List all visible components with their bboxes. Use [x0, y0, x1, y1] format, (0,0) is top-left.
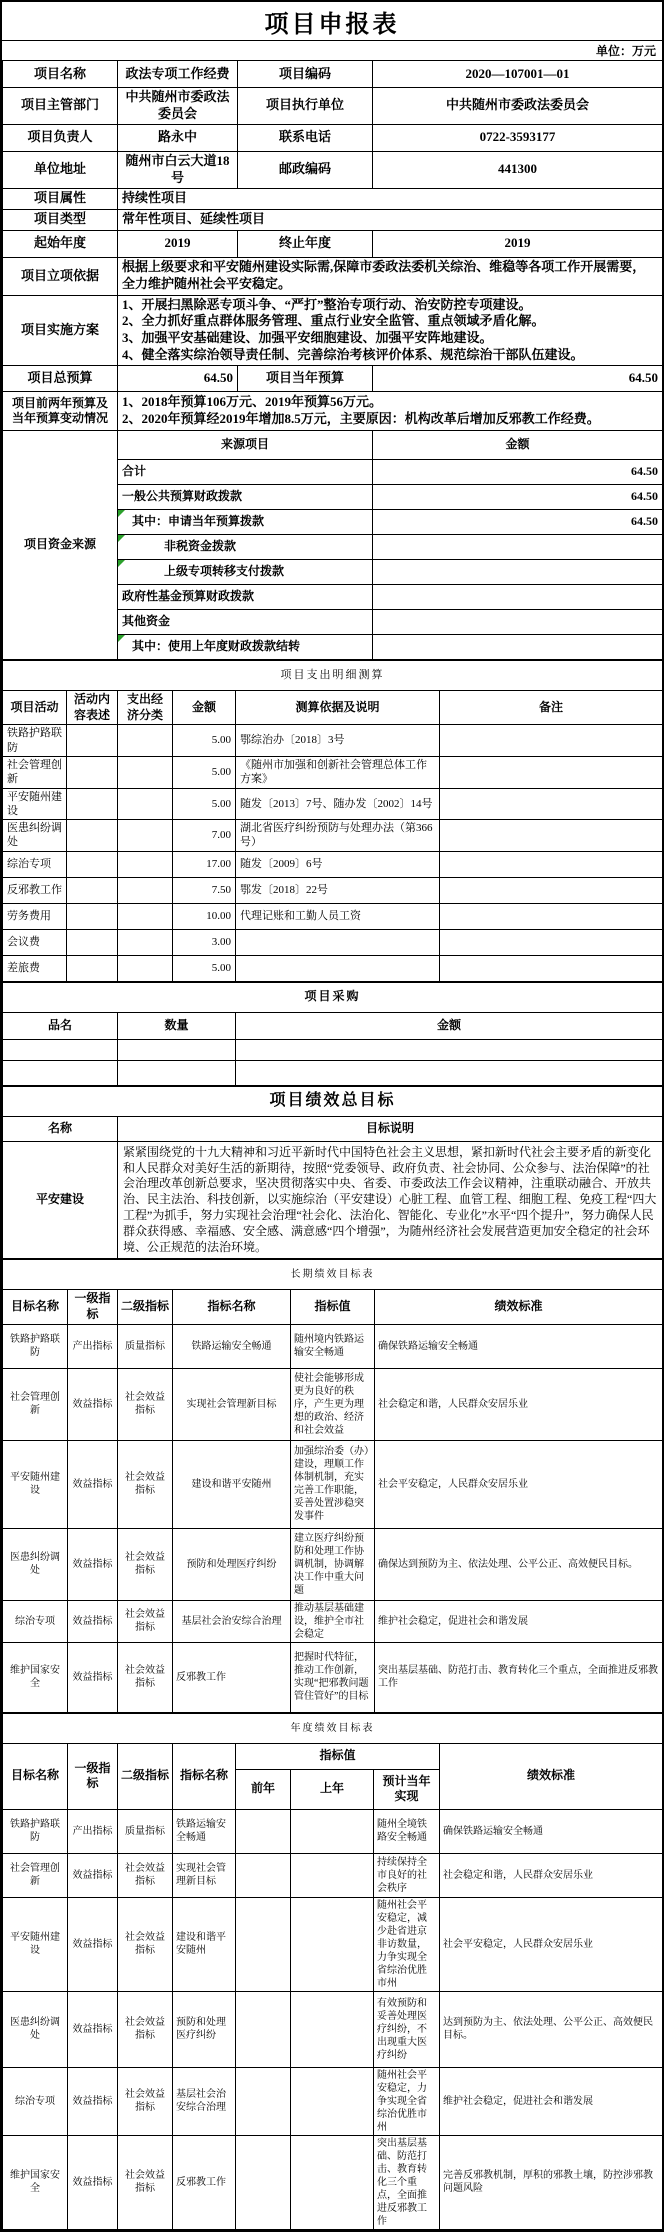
col-header: 备注	[440, 691, 663, 725]
cell	[291, 1991, 374, 2067]
section-title: 长期绩效目标表	[3, 1259, 663, 1290]
section-title: 项目绩效总目标	[3, 1086, 663, 1117]
cell: 平安随州建设	[3, 1440, 68, 1528]
plan-line: 4、健全落实综治领导责任制、完善综治考核评价体系、规范综治干部队伍建设。	[122, 347, 584, 363]
cell: 效益指标	[68, 2135, 118, 2229]
cell	[440, 877, 663, 903]
cell: 维护社会稳定，促进社会和谐发展	[375, 1600, 663, 1642]
excel-marker-icon	[118, 560, 125, 567]
cell: 劳务费用	[3, 903, 67, 929]
plan-line: 3、加强平安基础建设、加强平安细胞建设、加强平安阵地建设。	[122, 330, 493, 346]
cell: 达到预防为主、依法处理、公平公正、高效便民目标。	[440, 1991, 663, 2067]
cell	[440, 788, 663, 820]
field-label: 单位地址	[3, 151, 118, 188]
cell: 医患纠纷调处	[3, 820, 67, 852]
cell: 效益指标	[68, 1991, 118, 2067]
table-row	[3, 756, 663, 788]
table-row	[3, 660, 663, 691]
cell: 社会平安稳定，人民群众安居乐业	[440, 1897, 663, 1991]
section-title: 项目采购	[3, 982, 663, 1013]
col-header: 上年	[291, 1769, 374, 1809]
cell	[118, 725, 173, 757]
field-label: 终止年度	[238, 230, 373, 257]
table-row	[3, 2067, 663, 2135]
funding-item: 其他资金	[118, 610, 373, 635]
col-header: 指标名称	[173, 1743, 236, 1809]
funding-source-table	[2, 430, 663, 660]
procurement-table	[2, 981, 663, 1086]
cell	[67, 820, 118, 852]
col-header: 绩效标准	[375, 1290, 663, 1324]
cell: 推动基层基础建设，维护全市社会稳定	[291, 1600, 375, 1642]
cell: 社会管理创新	[3, 756, 67, 788]
cell: 效益指标	[68, 1600, 118, 1642]
field-label: 项目当年预算	[238, 366, 373, 392]
cell: 实现社会管理新目标	[173, 1853, 236, 1897]
cell: 产出指标	[68, 1809, 118, 1853]
field-value: 0722-3593177	[373, 124, 663, 151]
cell: 平安随州建设	[3, 1897, 68, 1991]
cell	[236, 2135, 291, 2229]
field-value: 中共随州市委政法委员会	[118, 88, 238, 125]
field-value	[118, 295, 663, 366]
table-row	[3, 877, 663, 903]
col-header: 数量	[118, 1012, 236, 1039]
cell	[291, 1897, 374, 1991]
cell: 社会效益指标	[118, 1600, 173, 1642]
table-row	[3, 1809, 663, 1853]
funding-item: 其中：申请当年预算拨款	[118, 510, 373, 535]
cell: 鄂发〔2018〕22号	[236, 877, 440, 903]
field-label: 项目属性	[3, 188, 118, 209]
cell: 实现社会管理新目标	[173, 1368, 291, 1440]
cell	[118, 903, 173, 929]
cell	[236, 1809, 291, 1853]
cell	[291, 1853, 374, 1897]
section-title: 年度绩效目标表	[3, 1713, 663, 1744]
field-value: 常年性项目、延续性项目	[118, 209, 663, 230]
field-value: 路永中	[118, 124, 238, 151]
field-label: 项目编码	[238, 61, 373, 88]
basic-info-table	[2, 60, 663, 431]
col-header: 项目活动	[3, 691, 67, 725]
cell	[440, 725, 663, 757]
amount-cell	[373, 560, 663, 585]
field-value: 持续性项目	[118, 188, 663, 209]
table-row	[3, 295, 663, 366]
col-header: 目标说明	[118, 1116, 663, 1141]
cell: 确保达到预防为主、依法处理、公平公正、高效便民目标。	[375, 1528, 663, 1600]
prior-line: 1、2018年预算106万元、2019年预算56万元。	[122, 394, 383, 410]
table-row	[3, 955, 663, 981]
table-row	[3, 230, 663, 257]
table-row	[3, 1012, 663, 1039]
table-row	[3, 1743, 663, 1769]
table-row	[3, 1897, 663, 1991]
col-header: 来源项目	[118, 431, 373, 460]
amount-cell: 17.00	[173, 851, 236, 877]
cell: 维护国家安全	[3, 2135, 68, 2229]
cell: 效益指标	[68, 1528, 118, 1600]
cell	[236, 1039, 663, 1060]
field-label: 项目立项依据	[3, 257, 118, 295]
funding-item: 一般公共预算财政拨款	[118, 485, 373, 510]
funding-item: 非税资金拨款	[118, 535, 373, 560]
cell: 建立医疗纠纷预防和处理工作协调机制，协调解决工作中重大问题	[291, 1528, 375, 1600]
field-label: 项目总预算	[3, 366, 118, 392]
cell: 社会效益指标	[118, 1991, 173, 2067]
cell: 质量指标	[118, 1324, 173, 1368]
col-header: 前年	[236, 1769, 291, 1809]
cell: 铁路运输安全畅通	[173, 1324, 291, 1368]
cell: 鄂综治办〔2018〕3号	[236, 725, 440, 757]
cell: 社会效益指标	[118, 1440, 173, 1528]
cell: 有效预防和妥善处理医疗纠纷，不出现重大医疗纠纷	[374, 1991, 440, 2067]
cell: 效益指标	[68, 1440, 118, 1528]
cell: 铁路护路联防	[3, 1809, 68, 1853]
table-row	[3, 1259, 663, 1290]
col-header: 品名	[3, 1012, 118, 1039]
cell: 《随州市加强和创新社会管理总体工作方案》	[236, 756, 440, 788]
cell: 质量指标	[118, 1809, 173, 1853]
field-value: 2019	[373, 230, 663, 257]
cell: 突出基层基础、防范打击、教育转化三个重点，全面推进反邪教工作	[374, 2135, 440, 2229]
cell	[236, 1897, 291, 1991]
cell: 铁路护路联防	[3, 1324, 68, 1368]
cell	[67, 756, 118, 788]
col-header: 指标值	[236, 1743, 440, 1769]
col-header: 金额	[236, 1012, 663, 1039]
table-row	[3, 88, 663, 125]
col-header: 金额	[173, 691, 236, 725]
cell: 社会效益指标	[118, 2135, 173, 2229]
amount-cell: 64.50	[373, 510, 663, 535]
table-row	[3, 1528, 663, 1600]
cell: 随州社会平安稳定，力争实现全省综治优胜市州	[374, 2067, 440, 2135]
table-row	[3, 151, 663, 188]
cell	[236, 2067, 291, 2135]
cell	[440, 851, 663, 877]
cell: 社会稳定和谐，人民群众安居乐业	[375, 1368, 663, 1440]
funding-item: 合计	[118, 460, 373, 485]
cell: 建设和谐平安随州	[173, 1440, 291, 1528]
field-label: 邮政编码	[238, 151, 373, 188]
table-row	[3, 929, 663, 955]
longterm-goal-table	[2, 1258, 663, 1712]
cell: 社会效益指标	[118, 1642, 173, 1712]
amount-cell: 64.50	[373, 485, 663, 510]
cell	[236, 929, 440, 955]
cell: 确保铁路运输安全畅通	[440, 1809, 663, 1853]
cell	[118, 955, 173, 981]
cell	[440, 756, 663, 788]
field-value: 政法专项工作经费	[118, 61, 238, 88]
field-value: 2019	[118, 230, 238, 257]
cell: 综治专项	[3, 851, 67, 877]
cell: 基层社会治安综合治理	[173, 2067, 236, 2135]
amount-cell	[373, 585, 663, 610]
cell: 差旅费	[3, 955, 67, 981]
field-label: 项目实施方案	[3, 295, 118, 366]
table-row	[3, 691, 663, 725]
cell	[67, 929, 118, 955]
col-header: 一级指标	[68, 1290, 118, 1324]
cell	[118, 820, 173, 852]
cell: 效益指标	[68, 1853, 118, 1897]
funding-item: 政府性基金预算财政拨款	[118, 585, 373, 610]
cell	[118, 877, 173, 903]
cell	[291, 1809, 374, 1853]
col-header: 指标值	[291, 1290, 375, 1324]
prior-line: 2、2020年预算经2019年增加8.5万元，主要原因：机构改革后增加反邪教工作经费。	[122, 411, 600, 427]
cell: 社会管理创新	[3, 1368, 68, 1440]
amount-cell: 5.00	[173, 955, 236, 981]
table-row	[3, 1324, 663, 1368]
cell: 随州全境铁路安全畅通	[374, 1809, 440, 1853]
cell	[236, 1060, 663, 1085]
amount-cell	[373, 610, 663, 635]
cell: 确保铁路运输安全畅通	[375, 1324, 663, 1368]
cell	[118, 1039, 236, 1060]
table-row	[3, 788, 663, 820]
funding-item: 上级专项转移支付拨款	[118, 560, 373, 585]
amount-cell: 3.00	[173, 929, 236, 955]
cell: 维护国家安全	[3, 1642, 68, 1712]
field-label: 项目负责人	[3, 124, 118, 151]
col-header: 活动内容表述	[67, 691, 118, 725]
cell: 突出基层基础、防范打击、教育转化三个重点，全面推进反邪教工作	[375, 1642, 663, 1712]
cell: 医患纠纷调处	[3, 1528, 68, 1600]
plan-line: 1、开展扫黑除恶专项斗争、“严打”整治专项行动、治安防控专项建设。	[122, 296, 532, 312]
field-label: 联系电话	[238, 124, 373, 151]
cell	[440, 955, 663, 981]
cell: 社会平安稳定，人民群众安居乐业	[375, 1440, 663, 1528]
col-header: 目标名称	[3, 1743, 68, 1809]
cell: 基层社会治安综合治理	[173, 1600, 291, 1642]
table-row	[3, 1116, 663, 1141]
field-value: 随州市白云大道18号	[118, 151, 238, 188]
cell: 湖北省医疗纠纷预防与处理办法（第366号）	[236, 820, 440, 852]
amount-cell: 7.00	[173, 820, 236, 852]
field-label: 起始年度	[3, 230, 118, 257]
cell: 随发〔2013〕7号、随办发〔2002〕14号	[236, 788, 440, 820]
cell: 社会效益指标	[118, 1528, 173, 1600]
goal-description: 紧紧围绕党的十九大精神和习近平新时代中国特色社会主义思想，紧扣新时代社会主要矛盾的新变化和人民群众对美好生活的新期待，按照“党委领导、政府负责、社会协同、公众参与、法治保障”的社会治理改革创新总要求，坚决贯彻落实中央、省委、市委政法工作会议精神，注重联动融合、开放共治、民主法治、科技创新，以实施综治（平安建设）心脏工程、血管工程、细胞工程、免疫工程“四大工程”为抓手，努力实现社会治理“社会化、法治化、智能化、专业化”水平“四个提升”，努力确保人民群众获得感、幸福感、安全感、满意感“四个增强”，为随州经济社会发展营造更加安全稳定的社会环境、公正规范的法治环境。	[118, 1141, 663, 1259]
table-row	[3, 124, 663, 151]
col-header: 一级指标	[68, 1743, 118, 1809]
cell	[67, 877, 118, 903]
amount-cell: 5.00	[173, 756, 236, 788]
table-row	[3, 1642, 663, 1712]
field-label: 项目类型	[3, 209, 118, 230]
table-row	[3, 1713, 663, 1744]
cell: 效益指标	[68, 1642, 118, 1712]
cell	[291, 2135, 374, 2229]
field-value: 中共随州市委政法委员会	[373, 88, 663, 125]
excel-marker-icon	[118, 635, 125, 642]
cell: 随州社会平安稳定，减少赴省进京非访数量，力争实现全省综治优胜市州	[374, 1897, 440, 1991]
plan-line: 2、全力抓好重点群体服务管理、重点行业安全监管、重点领域矛盾化解。	[122, 313, 545, 329]
cell: 使社会能够形成更为良好的秩序，产生更为理想的政治、经济和社会效益	[291, 1368, 375, 1440]
table-row	[3, 209, 663, 230]
cell: 社会效益指标	[118, 1853, 173, 1897]
cell: 产出指标	[68, 1324, 118, 1368]
cell: 社会效益指标	[118, 1368, 173, 1440]
table-row	[3, 1039, 663, 1060]
col-header: 二级指标	[118, 1290, 173, 1324]
table-row	[3, 1290, 663, 1324]
annual-goal-table	[2, 1712, 663, 2230]
col-header: 测算依据及说明	[236, 691, 440, 725]
col-header: 金额	[373, 431, 663, 460]
col-header: 指标名称	[173, 1290, 291, 1324]
cell	[3, 1060, 118, 1085]
cell: 效益指标	[68, 1897, 118, 1991]
cell: 平安随州建设	[3, 788, 67, 820]
cell: 综治专项	[3, 2067, 68, 2135]
cell	[236, 955, 440, 981]
cell: 效益指标	[68, 2067, 118, 2135]
field-label: 项目名称	[3, 61, 118, 88]
cell	[118, 1060, 236, 1085]
amount-cell: 5.00	[173, 725, 236, 757]
cell: 维护社会稳定，促进社会和谐发展	[440, 2067, 663, 2135]
cell: 建设和谐平安随州	[173, 1897, 236, 1991]
table-row	[3, 1086, 663, 1117]
cell	[236, 1853, 291, 1897]
section-title: 项目支出明细测算	[3, 660, 663, 691]
table-row	[3, 431, 663, 460]
cell	[67, 903, 118, 929]
amount-cell: 10.00	[173, 903, 236, 929]
excel-marker-icon	[118, 535, 125, 542]
cell: 反邪教工作	[3, 877, 67, 903]
field-label: 项目主管部门	[3, 88, 118, 125]
table-row	[3, 903, 663, 929]
cell: 会议费	[3, 929, 67, 955]
table-row	[3, 1853, 663, 1897]
cell	[118, 756, 173, 788]
cell: 加强综治委（办）建设，理顺工作体制机制，充实完善工作职能，妥善处置涉稳突发事件	[291, 1440, 375, 1528]
cell: 效益指标	[68, 1368, 118, 1440]
cell	[67, 955, 118, 981]
cell	[291, 2067, 374, 2135]
cell: 社会管理创新	[3, 1853, 68, 1897]
field-label: 项目资金来源	[3, 431, 118, 660]
cell: 医患纠纷调处	[3, 1991, 68, 2067]
col-header: 绩效标准	[440, 1743, 663, 1809]
field-value: 2020—107001—01	[373, 61, 663, 88]
cell: 社会效益指标	[118, 2067, 173, 2135]
cell: 反邪教工作	[173, 2135, 236, 2229]
col-header: 名称	[3, 1116, 118, 1141]
field-label: 项目前两年预算及当年预算变动情况	[3, 392, 118, 431]
cell: 社会稳定和谐，人民群众安居乐业	[440, 1853, 663, 1897]
table-row	[3, 257, 663, 295]
cell: 把握时代特征，推动工作创新，实现“把邪教问题管住管好”的目标	[291, 1642, 375, 1712]
table-row	[3, 1368, 663, 1440]
amount-cell: 7.50	[173, 877, 236, 903]
table-row	[3, 366, 663, 392]
cell: 持续保持全市良好的社会秩序	[374, 1853, 440, 1897]
table-row	[3, 1440, 663, 1528]
col-header: 二级指标	[118, 1743, 173, 1809]
amount-cell: 64.50	[118, 366, 238, 392]
cell: 铁路护路联防	[3, 725, 67, 757]
amount-cell	[373, 635, 663, 660]
cell	[118, 788, 173, 820]
funding-item: 其中：使用上年度财政拨款结转	[118, 635, 373, 660]
col-header: 预计当年实现	[374, 1769, 440, 1809]
cell: 预防和处理医疗纠纷	[173, 1528, 291, 1600]
cell: 随发〔2009〕6号	[236, 851, 440, 877]
amount-cell: 64.50	[373, 460, 663, 485]
cell	[440, 929, 663, 955]
cell: 铁路运输安全畅通	[173, 1809, 236, 1853]
table-row	[3, 725, 663, 757]
cell	[118, 929, 173, 955]
unit-note: 单位：万元	[2, 41, 662, 61]
cell: 反邪教工作	[173, 1642, 291, 1712]
table-row	[3, 1600, 663, 1642]
amount-cell: 64.50	[373, 366, 663, 392]
expense-detail-table	[2, 659, 663, 982]
table-row	[3, 392, 663, 431]
col-header: 支出经济分类	[118, 691, 173, 725]
cell	[3, 1039, 118, 1060]
excel-marker-icon	[118, 510, 125, 517]
field-value: 441300	[373, 151, 663, 188]
cell	[236, 1991, 291, 2067]
cell	[67, 725, 118, 757]
table-row	[3, 851, 663, 877]
cell: 综治专项	[3, 1600, 68, 1642]
goal-name: 平安建设	[3, 1141, 118, 1259]
cell	[118, 851, 173, 877]
amount-cell	[373, 535, 663, 560]
table-row	[3, 820, 663, 852]
cell: 随州境内铁路运输安全畅通	[291, 1324, 375, 1368]
cell: 预防和处理医疗纠纷	[173, 1991, 236, 2067]
overall-goal-table	[2, 1085, 663, 1260]
field-label: 项目执行单位	[238, 88, 373, 125]
table-row	[3, 1141, 663, 1259]
field-value	[118, 392, 663, 431]
table-row	[3, 1060, 663, 1085]
cell: 完善反邪教机制，厚积的邪教土壤，防控涉邪教问题风险	[440, 2135, 663, 2229]
cell: 社会效益指标	[118, 1897, 173, 1991]
cell	[67, 851, 118, 877]
col-header: 目标名称	[3, 1290, 68, 1324]
table-row	[3, 982, 663, 1013]
cell	[67, 788, 118, 820]
cell	[440, 903, 663, 929]
cell	[440, 820, 663, 852]
table-row	[3, 188, 663, 209]
table-row	[3, 61, 663, 88]
field-value: 根据上级要求和平安随州建设实际需,保障市委政法委机关综治、维稳等各项工作开展需要，全力维护随州社会平安稳定。	[118, 257, 663, 295]
amount-cell: 5.00	[173, 788, 236, 820]
cell: 代理记账和工勤人员工资	[236, 903, 440, 929]
page-title: 项目申报表	[2, 2, 662, 41]
table-row	[3, 1991, 663, 2067]
table-row	[3, 2135, 663, 2229]
